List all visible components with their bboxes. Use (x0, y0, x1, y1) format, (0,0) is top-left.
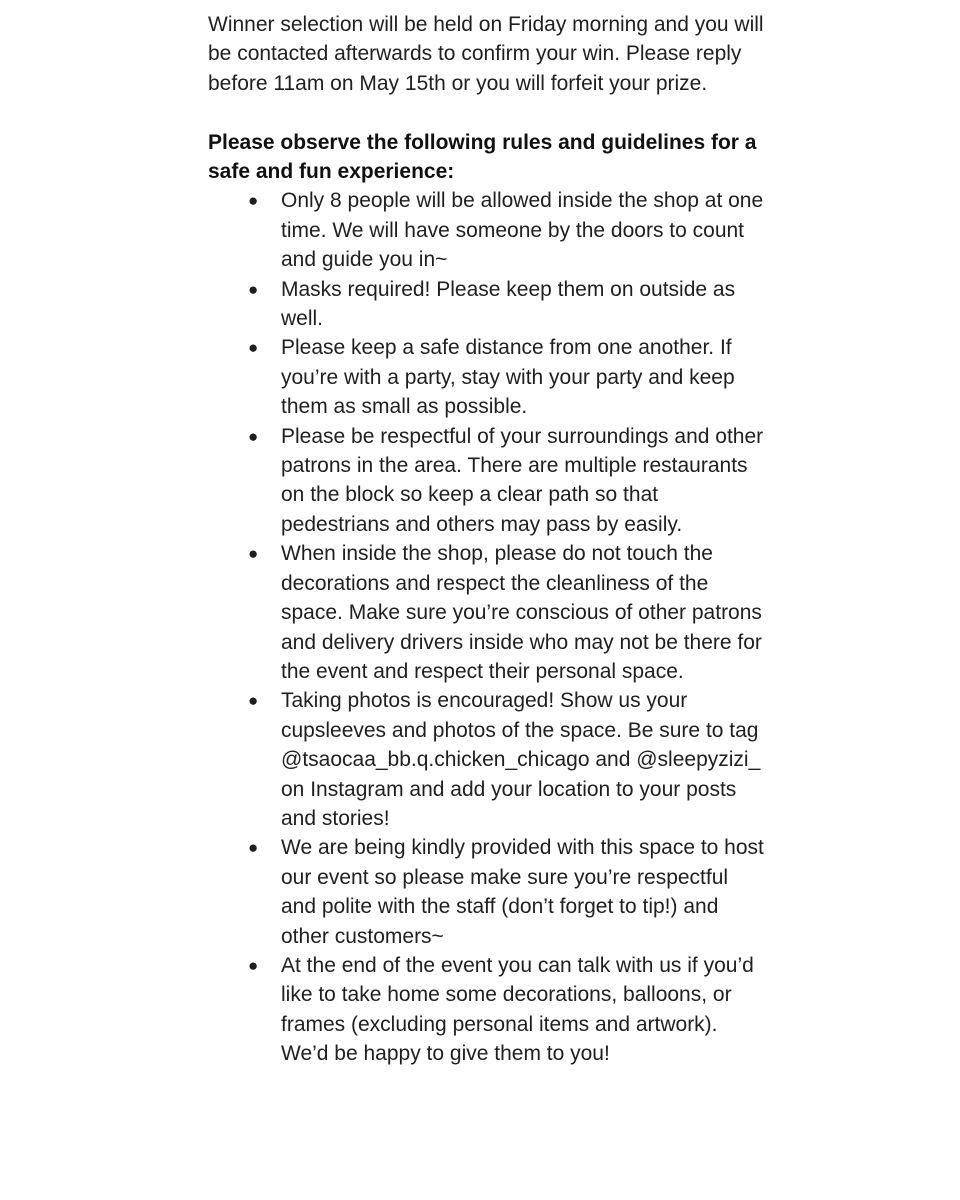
rule-text: At the end of the event you can talk with us if you’d like to take home some decorations, balloons, or frames (excluding personal items and artwork). We’d be happy to give them to you! (281, 953, 754, 1066)
list-item (208, 539, 768, 686)
list-item (208, 275, 768, 334)
list-item (208, 951, 768, 1069)
rule-text: Only 8 people will be allowed inside the shop at one time. We will have someone by the doors to count and guide you in~ (281, 189, 764, 272)
bullet-icon: ● (248, 544, 259, 564)
rule-text: We are being kindly provided with this space to host our event so please make sure you’re respectful and polite with the staff (don’t forget to tip!) and other customers~ (281, 836, 764, 948)
rule-text: Please keep a safe distance from one another. If you’re with a party, stay with your party and keep them as small as possible. (281, 336, 735, 419)
bullet-icon: ● (248, 691, 259, 711)
list-item (208, 422, 768, 540)
bullet-icon: ● (248, 838, 259, 858)
bullet-icon: ● (248, 191, 259, 211)
bullet-icon: ● (248, 279, 259, 299)
list-item (208, 186, 768, 274)
rule-text: Please be respectful of your surroundings and other patrons in the area. There are multiple restaurants on the block so keep a clear path so that pedestrians and others may pass by easily. (281, 424, 764, 536)
rule-text: Masks required! Please keep them on outside as well. (281, 277, 736, 331)
bullet-icon: ● (248, 426, 259, 446)
bullet-icon: ● (248, 338, 259, 358)
list-item (208, 686, 768, 833)
bullet-icon: ● (248, 955, 259, 975)
winner-selection-paragraph: Winner selection will be held on Friday morning and you will be contacted afterwards to confirm your win. Please reply before 11am on May 15th or you will forfeit your prize. (208, 13, 764, 95)
rule-text: When inside the shop, please do not touch the decorations and respect the cleanliness of the space. Make sure you’re conscious of other patrons and delivery drivers inside who may not be there for the event and respect their personal space. (281, 542, 762, 683)
rules-list (208, 186, 768, 1068)
list-item (208, 833, 768, 951)
rules-heading: Please observe the following rules and guidelines for a safe and fun experience: (208, 130, 757, 184)
rule-text: Taking photos is encouraged! Show us your cupsleeves and photos of the space. Be sure to tag @tsaocaa_bb.q.chicken_chicago and @sleepyzizi_ on Instagram and add your location to your posts and stories! (281, 689, 761, 830)
list-item (208, 333, 768, 421)
document-body (208, 10, 768, 1069)
